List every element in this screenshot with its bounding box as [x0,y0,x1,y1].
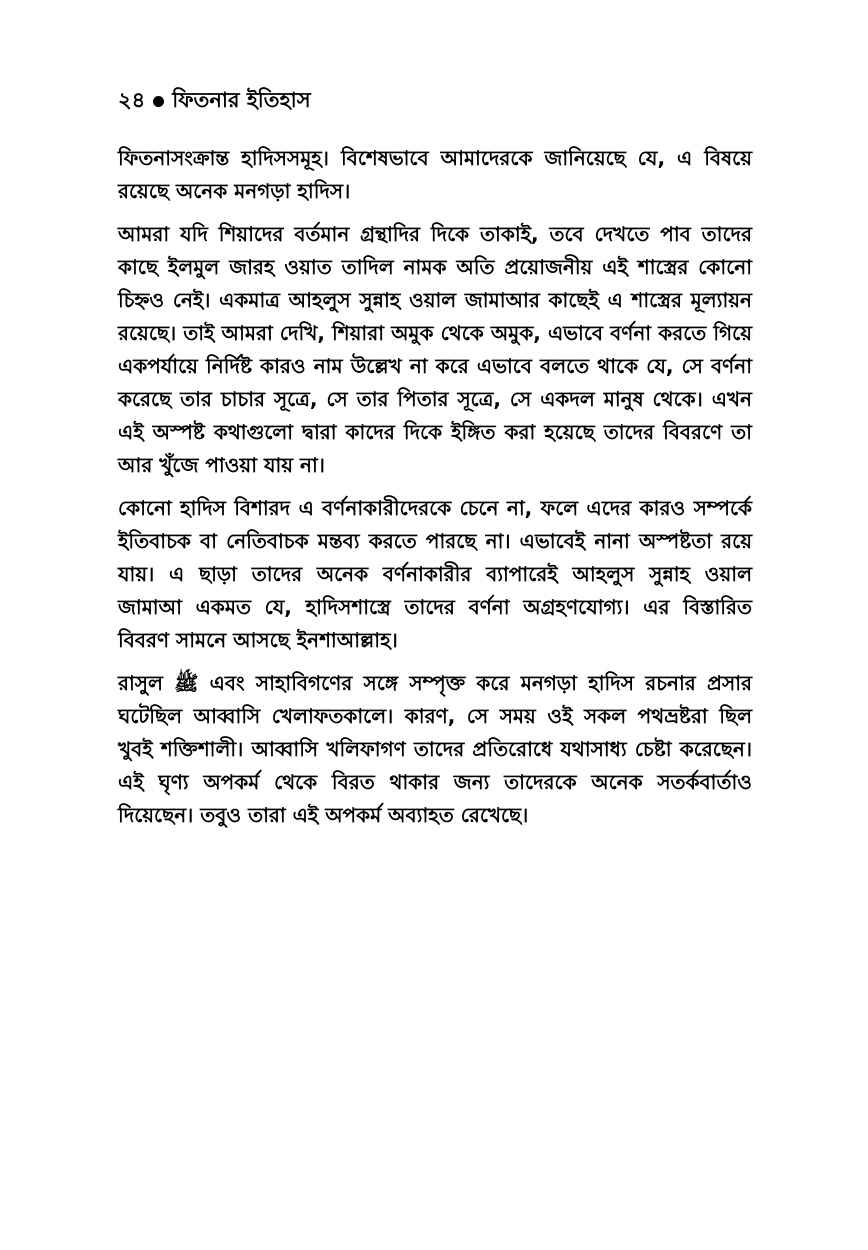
paragraph-3: কোনো হাদিস বিশারদ এ বর্ণনাকারীদেরকে চেনে না, ফলে এদের কারও সম্পর্কে ইতিবাচক বা নেতিবাচক মন্তব্য করতে পারছে না। এভাবেই নানা অস্পষ্টতা রয়ে যায়। এ ছাড়া তাদের অনেক বর্ণনাকারীর ব্যাপারেই আহলুস সুন্নাহ ওয়াল জামাআ একমত যে, হাদিসশাস্ত্রে তাদের বর্ণনা অগ্রহণযোগ্য। এর বিস্তারিত বিবরণ সামনে আসছে ইনশাআল্লাহ। [118,496,752,652]
paragraph-1: ফিতনাসংক্রান্ত হাদিসসমূহ। বিশেষভাবে আমাদেরকে জানিয়েছে যে, এ বিষয়ে রয়েছে অনেক মনগড়া হাদিস। [118,146,752,203]
bullet-separator-icon [153,96,164,107]
book-title: ফিতনার ইতিহাস [172,88,311,112]
paragraph-4: রাসুল ﷺ এবং সাহাবিগণের সঙ্গে সম্পৃক্ত করে মনগড়া হাদিস রচনার প্রসার ঘটেছিল আব্বাসি খেলাফতকালে। কারণ, সে সময় ওই সকল পথভ্রষ্টরা ছিল খুবই শক্তিশালী। আব্বাসি খলিফাগণ তাদের প্রতিরোধে যথাসাধ্য চেষ্টা করেছেন। এই ঘৃণ্য অপকর্ম থেকে বিরত থাকার জন্য তাদেরকে অনেক সতর্কবার্তাও দিয়েছেন। তবুও তারা এই অপকর্ম অব্যাহত রেখেছে। [118,671,752,827]
running-header [118,84,311,119]
paragraph-2: আমরা যদি শিয়াদের বর্তমান গ্রন্থাদির দিকে তাকাই, তবে দেখতে পাব তাদের কাছে ইলমুল জারহ ওয়াত তাদিল নামক অতি প্রয়োজনীয় এই শাস্ত্রের কোনো চিহ্নও নেই। একমাত্র আহলুস সুন্নাহ ওয়াল জামাআর কাছেই এ শাস্ত্রের মূল্যায়ন রয়েছে। তাই আমরা দেখি, শিয়ারা অমুক থেকে অমুক, এভাবে বর্ণনা করতে গিয়ে একপর্যায়ে নির্দিষ্ট কারও নাম উল্লেখ না করে এভাবে বলতে থাকে যে, সে বর্ণনা করেছে তার চাচার সূত্রে, সে তার পিতার সূত্রে, সে একদল মানুষ থেকে। এখন এই অস্পষ্ট কথাগুলো দ্বারা কাদের দিকে ইঙ্গিত করা হয়েছে তাদের বিবরণে তা আর খুঁজে পাওয়া যায় না। [118,222,752,477]
body-text [118,142,752,842]
page-number: ২৪ [118,88,146,112]
